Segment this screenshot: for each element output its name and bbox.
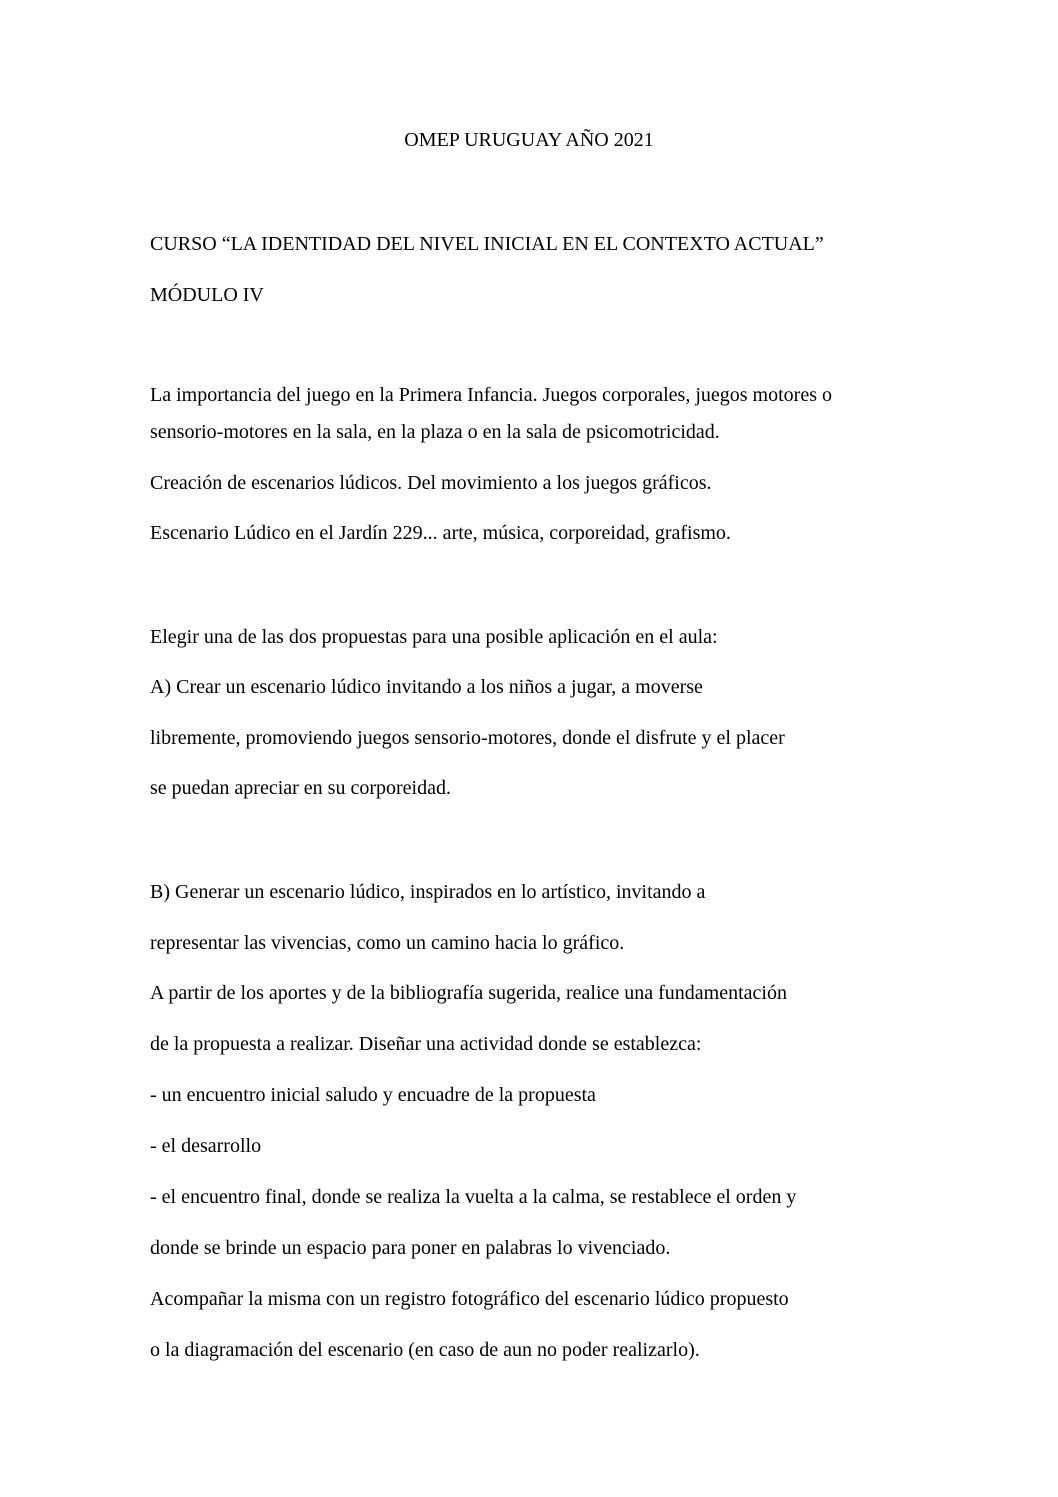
document-title: OMEP URUGUAY AÑO 2021 [404,129,654,151]
intro-paragraph-line: Creación de escenarios lúdicos. Del movimiento a los juegos gráficos. [150,472,712,494]
intro-paragraph-line: La importancia del juego en la Primera Infancia. Juegos corporales, juegos motores o [150,384,832,406]
option-a-line: A) Crear un escenario lúdico invitando a los niños a jugar, a moverse [150,676,703,698]
details-line: Acompañar la misma con un registro fotográfico del escenario lúdico propuesto [150,1288,789,1310]
option-a-line: se puedan apreciar en su corporeidad. [150,777,451,799]
option-b-line: representar las vivencias, como un camino hacia lo gráfico. [150,932,625,954]
activity-list-item: - un encuentro inicial saludo y encuadre de la propuesta [150,1084,596,1106]
intro-paragraph-line: Escenario Lúdico en el Jardín 229... arte, música, corporeidad, grafismo. [150,522,731,544]
details-line: o la diagramación del escenario (en caso de aun no poder realizarlo). [150,1339,700,1361]
option-a-line: libremente, promoviendo juegos sensorio-motores, donde el disfrute y el placer [150,727,785,749]
option-b-line: B) Generar un escenario lúdico, inspirados en lo artístico, invitando a [150,881,706,903]
details-line: A partir de los aportes y de la bibliografía sugerida, realice una fundamentación [150,982,787,1004]
details-line: donde se brinde un espacio para poner en palabras lo vivenciado. [150,1237,671,1259]
module-title: MÓDULO IV [150,284,264,306]
course-title: CURSO “LA IDENTIDAD DEL NIVEL INICIAL EN EL CONTEXTO ACTUAL” [150,233,824,255]
activity-list-item: - el encuentro final, donde se realiza la vuelta a la calma, se restablece el orden y [150,1186,797,1208]
intro-paragraph-line: sensorio-motores en la sala, en la plaza o en la sala de psicomotricidad. [150,421,720,443]
activity-list-item: - el desarrollo [150,1135,262,1157]
instructions-heading: Elegir una de las dos propuestas para una posible aplicación en el aula: [150,626,718,648]
details-line: de la propuesta a realizar. Diseñar una actividad donde se establezca: [150,1033,702,1055]
